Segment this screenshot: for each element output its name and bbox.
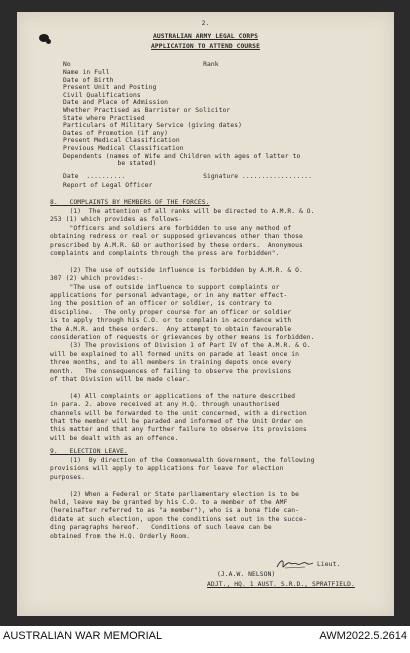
text-line: (3) The provisions of Division 1 of Part IV of the A.M.R. & O. xyxy=(50,342,311,350)
text-line: the A.M.R. and these orders. Any attempt to obtain favourable xyxy=(50,325,292,333)
text-line: (2) When a Federal or State parliamentary election is to be xyxy=(50,490,300,498)
text-line: ing the position of an officer or soldier, is contrary to xyxy=(50,300,272,308)
text-line: be stated) xyxy=(63,160,157,168)
text-line: obtaining redress or real or supposed grievances other than those xyxy=(50,233,303,241)
form-date-signature: Date .......... Signature .................. xyxy=(63,173,313,180)
text-line: Civil Qualifications xyxy=(63,91,141,99)
archive-footer xyxy=(0,626,410,653)
text-line: Previous Medical Classification xyxy=(63,145,184,152)
text-line: month. The consequences of failing to observe the provisions xyxy=(50,367,292,375)
text-line: 307 (2) which provides:- xyxy=(50,275,144,283)
text-line: (1) By direction of the Commonwealth Government, the following xyxy=(50,457,315,464)
text-line: Date of Birth xyxy=(63,76,114,84)
text-line: State where Practised xyxy=(63,114,145,122)
text-line: Present Unit and Posting xyxy=(63,84,157,92)
text-line: ding paragraphs hereof. Conditions of such leave can be xyxy=(50,524,272,532)
text-line: prescribed by A.M.R. &O or authorised by these orders. Anonymous xyxy=(50,241,303,249)
text-line: Dependents (names of Wife and Children with ages of latter to xyxy=(63,152,301,160)
page-number: 2. xyxy=(201,20,210,27)
handwritten-signature xyxy=(275,557,315,571)
text-line: Whether Practised as Barrister or Solicitor xyxy=(63,107,231,114)
footer-accession-number: AWM2022.5.2614 xyxy=(319,630,407,642)
text-line: (hereinafter referred to as "a member"), who is a bona fide can- xyxy=(50,507,300,515)
text-line: held, leave may be granted by his C.O. to a member of the AMF xyxy=(50,499,288,506)
text-line: Present Medical Classification xyxy=(63,137,180,145)
text-line: that the member will be paraded and informed of the Unit Order on xyxy=(50,418,303,425)
form-report: Report of Legal Officer xyxy=(63,182,153,189)
text-line: 253 (1) which provides as follows- xyxy=(50,216,183,224)
text-line: applications for personal advantage, or in any matter effect- xyxy=(50,292,288,299)
text-line: this matter and that any further failure to observe its provisions xyxy=(50,426,307,434)
text-line: provisions will apply to applications for leave for election xyxy=(50,465,284,473)
text-line: Particulars of Military Service (giving dates) xyxy=(63,122,242,130)
text-line: "The use of outside influence to support complaints or xyxy=(50,283,280,291)
text-line: didate at such election, upon the conditions set out in the succe- xyxy=(50,515,307,523)
text-line: (2) The use of outside influence is forbidden by A.M.R. & O. xyxy=(50,266,303,274)
text-line: purposes. xyxy=(50,473,86,481)
text-line: channels will be forwarded to the unit concerned, with a direction xyxy=(50,409,307,417)
text-line: (1) The attention of all ranks will be directed to A.M.R. & O. xyxy=(50,208,315,215)
text-line: consideration of requests or grievances by other means is forbidden. xyxy=(50,334,315,341)
text-line: Dates of Promotion (if any) xyxy=(63,129,169,137)
footer-institution: AUSTRALIAN WAR MEMORIAL xyxy=(3,630,163,642)
signoff-rank: Lieut. xyxy=(317,561,341,568)
document-sheet xyxy=(17,12,394,616)
signoff-name: (J.A.W. NELSON) xyxy=(217,571,276,578)
text-line: of that Division will be made clear. xyxy=(50,376,191,383)
signoff-appointment: ADJT., HQ. 1 AUST. S.R.D., SPRATFIELD. xyxy=(207,581,355,588)
text-line: Date and Place of Admission xyxy=(63,99,169,107)
text-line: discipline. The only proper course for an officer or soldier xyxy=(50,308,292,316)
text-line: will be explained to all formed units on parade at least once in xyxy=(50,350,300,358)
text-line: (4) All complaints or applications of the nature described xyxy=(50,392,296,400)
text-line: is to apply through his C.O. or to complain in accordance with xyxy=(50,317,292,325)
text-line: complaints and complaints through the press are forbidden". xyxy=(50,250,280,257)
text-line: three months, and to all members in training depots once every xyxy=(50,359,292,367)
text-line: in para. 2. above received at any H.Q. through unauthorised xyxy=(50,401,280,409)
section-8-heading: 8. COMPLAINTS BY MEMBERS OF THE FORCES. xyxy=(50,199,210,206)
text-line: obtained from the H.Q. Orderly Room. xyxy=(50,532,191,540)
heading-corps: AUSTRALIAN ARMY LEGAL CORPS xyxy=(152,33,259,40)
form-no-rank: No Rank xyxy=(63,61,219,68)
text-line: Name in Full xyxy=(63,69,110,76)
heading-application: APPLICATION TO ATTEND COURSE xyxy=(151,43,260,50)
text-line: will be dealt with as an offence. xyxy=(50,434,179,442)
section-9-heading: 9. ELECTION LEAVE. xyxy=(50,448,128,455)
text-line: "Officers and soldiers are forbidden to use any method of xyxy=(50,224,292,232)
